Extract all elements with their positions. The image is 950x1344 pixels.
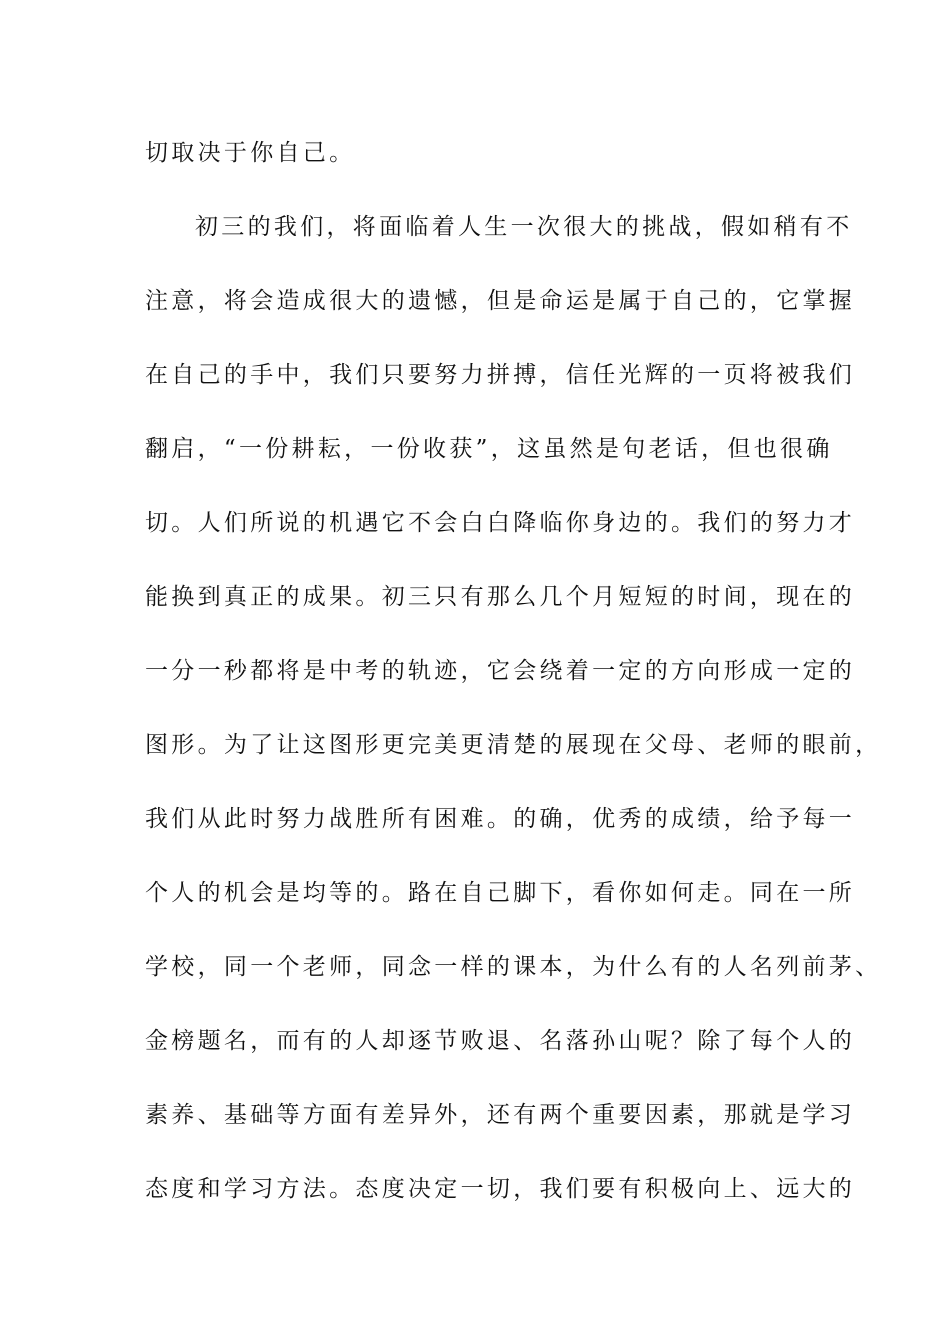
text-line: 在自己的手中，我们只要努力拼搏，信任光辉的一页将被我们 xyxy=(145,362,856,388)
text-line: 我们从此时努力战胜所有困难。的确，优秀的成绩，给予每一 xyxy=(145,806,856,832)
text-line: 能换到真正的成果。初三只有那么几个月短短的时间，现在的 xyxy=(145,584,856,610)
text-line: 态度和学习方法。态度决定一切，我们要有积极向上、远大的 xyxy=(145,1176,856,1202)
body-text xyxy=(145,126,882,1236)
text-line: 翻启，“一份耕耘，一份收获”，这虽然是句老话，但也很确 xyxy=(145,436,833,462)
text-line: 图形。为了让这图形更完美更清楚的展现在父母、老师的眼前， xyxy=(145,732,882,758)
text-line: 金榜题名，而有的人却逐节败退、名落孙山呢？除了每个人的 xyxy=(145,1028,856,1054)
text-line: 学校，同一个老师，同念一样的课本，为什么有的人名列前茅、 xyxy=(145,954,882,980)
paragraph-first-line: 初三的我们，将面临着人生一次很大的挑战，假如稍有不 xyxy=(195,214,853,240)
text-line: 切。人们所说的机遇它不会白白降临你身边的。我们的努力才 xyxy=(145,510,856,536)
text-line: 切取决于你自己。 xyxy=(145,140,356,166)
text-line: 注意，将会造成很大的遗憾，但是命运是属于自己的，它掌握 xyxy=(145,288,856,314)
text-line: 个人的机会是均等的。路在自己脚下，看你如何走。同在一所 xyxy=(145,880,856,906)
text-line: 素养、基础等方面有差异外，还有两个重要因素，那就是学习 xyxy=(145,1102,856,1128)
text-line: 一分一秒都将是中考的轨迹，它会绕着一定的方向形成一定的 xyxy=(145,658,856,684)
